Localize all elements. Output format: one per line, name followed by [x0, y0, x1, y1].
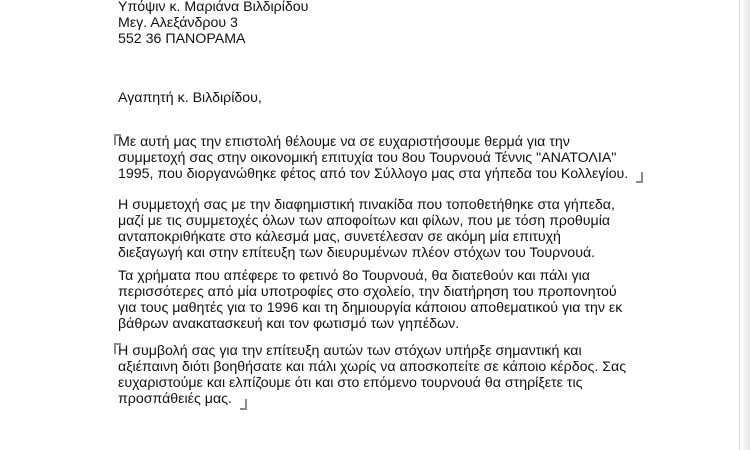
paragraph-1-line-1: Με αυτή μας την επιστολή θέλουμε να σε ευχαριστήσουμε θερμά για την	[118, 134, 570, 150]
paragraph-2-line-4: διεξαγωγή και στην επίτευξη των διευρυμένων πλέον στόχων του Τουρνουά.	[118, 245, 596, 261]
address-recipient: Υπόψιν κ. Μαριάνα Βιλδιρίδου	[118, 0, 309, 15]
paragraph-4-line-3: ευχαριστούμε και ελπίζουμε ότι και στο επόμενο τουρνουά θα στηρίξετε τις	[118, 375, 583, 391]
highlight-end-mark-1	[636, 172, 643, 183]
page-edge-shadow	[739, 0, 750, 450]
address-city: 552 36 ΠΑΝΟΡΑΜΑ	[118, 31, 246, 47]
paragraph-3-line-2: περισσότερες από μία υποτροφίες στο σχολείο, την διατήρηση του προπονητού	[118, 284, 617, 300]
paragraph-2-line-1: Η συμμετοχή σας με την διαφημιστική πινακίδα που τοποθετήθηκε στα γήπεδα,	[118, 197, 615, 213]
paragraph-2-line-2: μαζί με τις συμμετοχές όλων των αποφοίτων και φίλων, που με τόση προθυμία	[118, 213, 611, 229]
paragraph-3-line-1: Τα χρήματα που απέφερε το φετινό 8ο Τουρνουά, θα διατεθούν και πάλι για	[118, 268, 590, 284]
paragraph-1-line-2: συμμετοχή σας στην οικονομική επιτυχία του 8ου Τουρνουά Τέννις "ΑΝΑΤΟΛΙΑ"	[118, 150, 617, 166]
highlight-end-mark-2	[240, 399, 247, 410]
paragraph-3-line-3: για τους μαθητές για το 1996 και τη δημιουργία κάποιου αποθεματικού για την εκ	[118, 300, 623, 316]
paragraph-3-line-4: βάθρων ανακατασκευή και τον φωτισμό των γηπέδων.	[118, 316, 460, 332]
address-street: Μεγ. Αλεξάνδρου 3	[118, 15, 238, 31]
paragraph-1-line-3: 1995, που διοργανώθηκε φέτος από τον Σύλλογο μας στα γήπεδα του Κολλεγίου.	[118, 166, 629, 182]
paragraph-4-line-1: Η συμβολή σας για την επίτευξη αυτών των στόχων υπήρξε σημαντική και	[118, 343, 582, 359]
paragraph-4-line-4: προσπάθειές μας.	[118, 391, 232, 407]
paragraph-2-line-3: ανταποκριθήκατε στο κάλεσμά μας, συνετέλεσαν σε ακόμη μία επιτυχή	[118, 229, 561, 245]
greeting: Αγαπητή κ. Βιλδιρίδου,	[118, 90, 262, 106]
paragraph-4-line-2: αξιέπαινη διότι βοηθήσατε και πάλι χωρίς να αποσκοπείτε σε κάποιο κέρδος. Σας	[118, 359, 627, 375]
